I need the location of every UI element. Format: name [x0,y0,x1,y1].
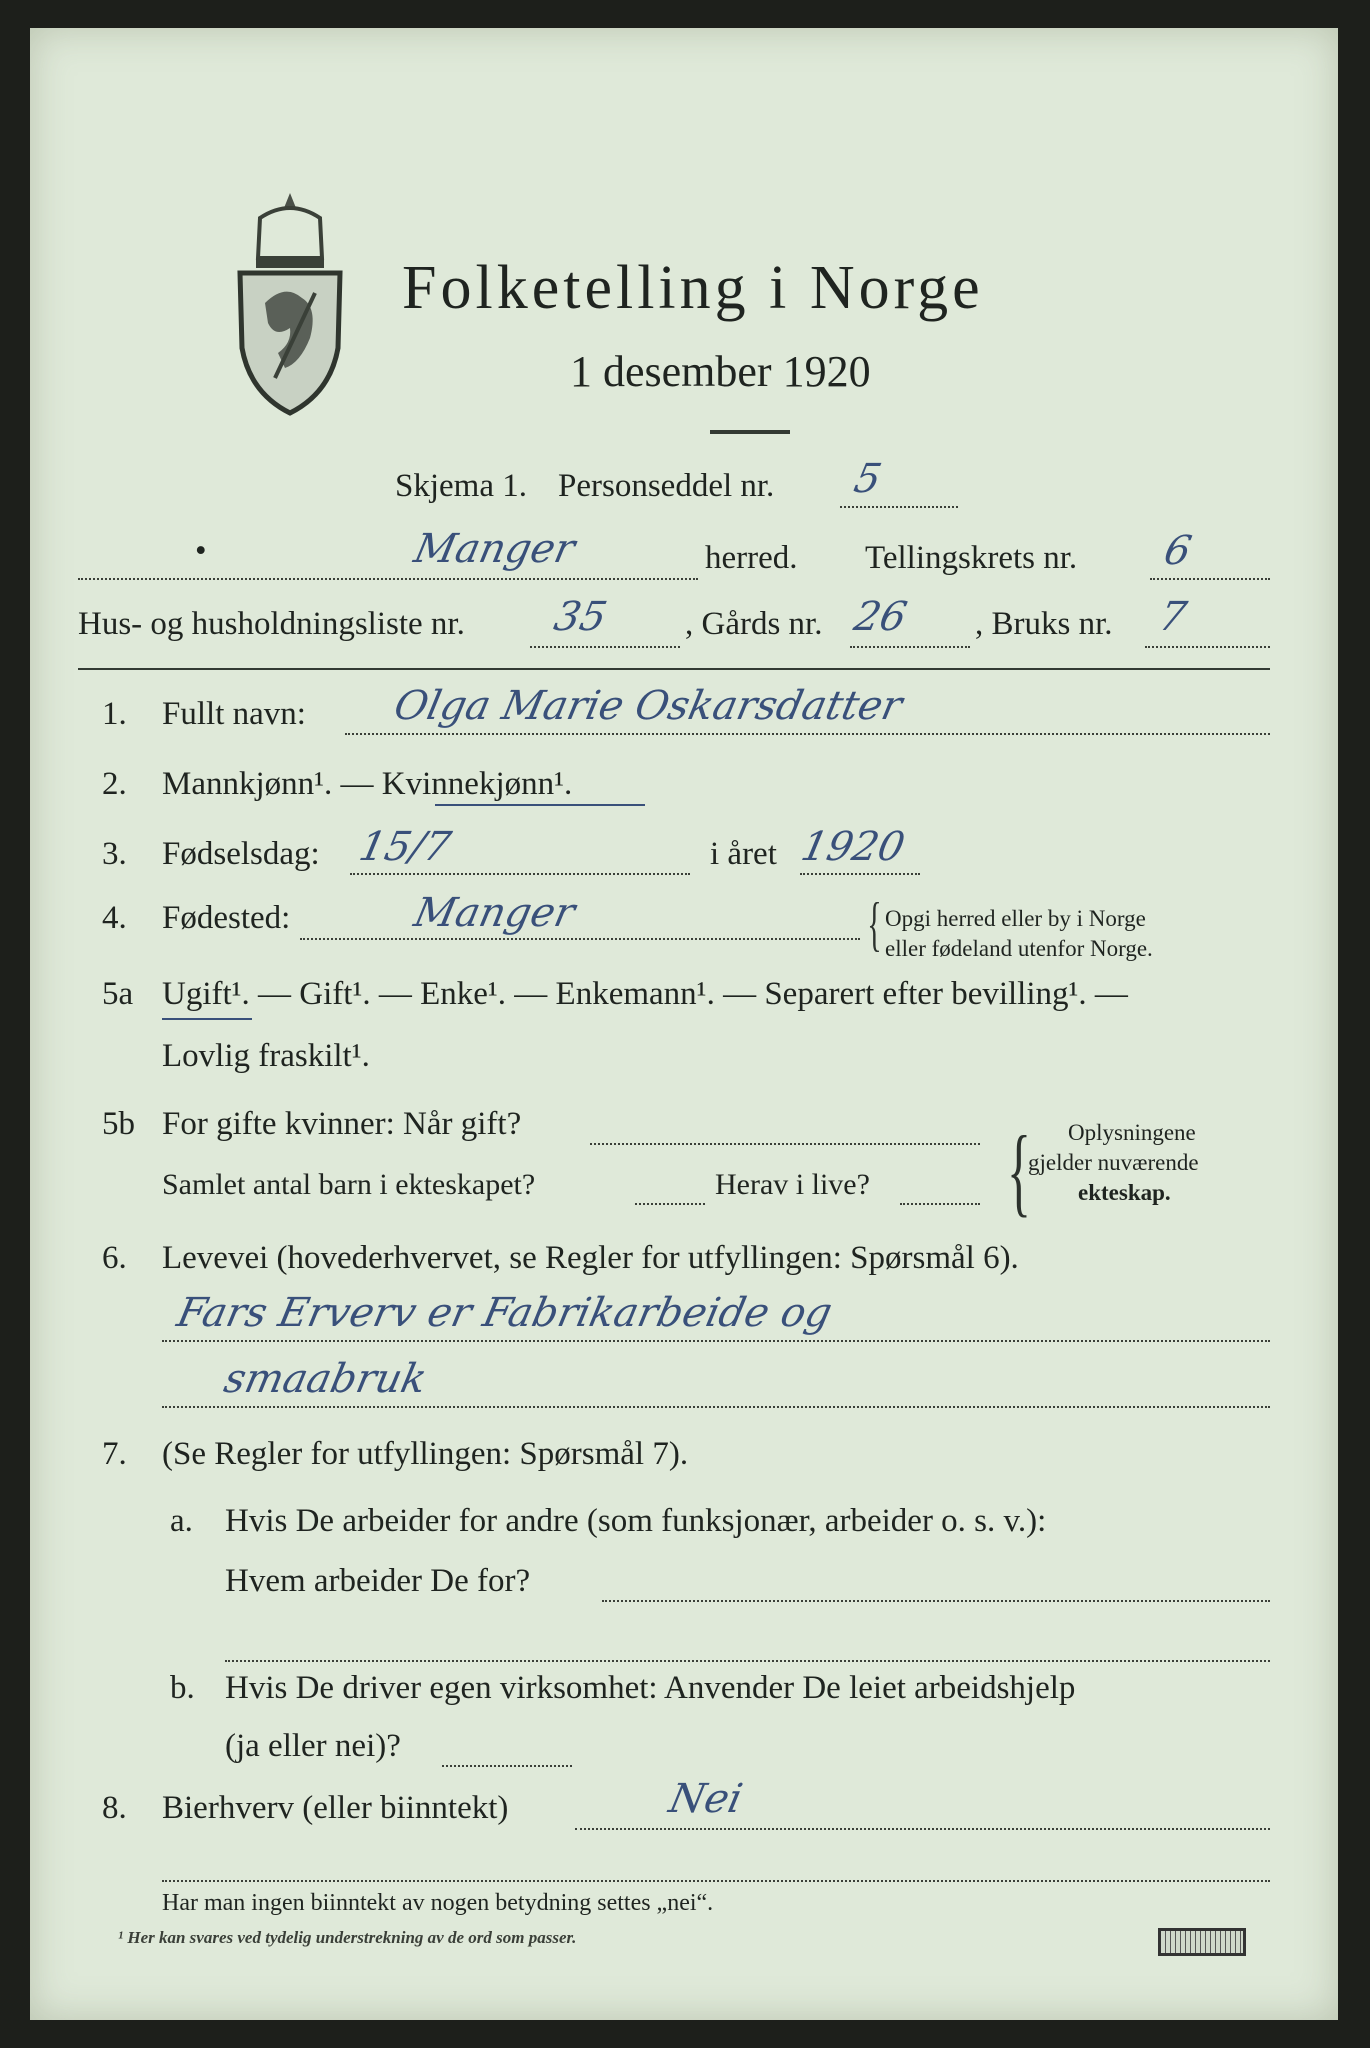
q3-birthday-value: 15/7 [355,824,455,870]
q6-label: Levevei (hovederhvervet, se Regler for utfyllingen: Spørsmål 6). [162,1240,1019,1276]
q1-full-name: Olga Marie Oskarsdatter [390,683,907,729]
q1-line [345,733,1270,735]
q7b-line1: Hvis De driver egen virksomhet: Anvender De leiet arbeidshjelp [225,1670,1076,1706]
q6-value-line2: smaabruk [220,1356,431,1402]
header-divider [78,668,1270,670]
q4-number: 4. [102,900,127,936]
husliste-line [530,646,680,648]
q2-number: 2. [102,766,127,802]
q4-brace: { [867,891,882,957]
q1-label: Fullt navn: [162,696,306,732]
q8-value: Nei [665,1776,747,1822]
q7b-letter: b. [170,1670,195,1706]
q5b-line1: For gifte kvinner: Når gift? [162,1106,522,1142]
gards-label: , Gårds nr. [685,606,823,642]
q3-year-value: 1920 [797,824,909,870]
coat-of-arms-icon [230,188,350,418]
q5a-number: 5a [102,976,134,1012]
q7-number: 7. [102,1436,127,1472]
personseddel-label: Personseddel nr. [558,468,775,504]
census-date: 1 desember 1920 [570,347,871,396]
husliste-value: 35 [550,594,611,640]
q7-label: (Se Regler for utfyllingen: Spørsmål 7). [162,1436,689,1472]
q3-year-line [800,873,920,875]
q5b-note-line2: gjelder nuværende [1028,1150,1199,1175]
q7b-line [442,1765,572,1767]
q5b-married-line [590,1143,980,1145]
personseddel-line [840,506,958,508]
q8-line [575,1828,1270,1830]
q6-value-line1: Fars Erverv er Fabrikarbeide og [173,1290,837,1336]
q5b-brace: { [1007,1115,1031,1226]
footnote: ¹ Her kan svares ved tydelig understrekning av de ord som passer. [118,1928,577,1947]
q2-underline [435,804,645,806]
q8-number: 8. [102,1790,127,1826]
q5b-number: 5b [102,1106,135,1142]
bruks-value: 7 [1155,594,1191,640]
q4-birthplace-value: Manger [410,890,579,936]
q3-label: Fødselsdag: [162,836,320,872]
q5b-line2b: Herav i live? [715,1168,870,1201]
herred-value: Manger [410,526,579,572]
q5b-alive-line [900,1203,980,1205]
q7a-line1: Hvis De arbeider for andre (som funksjonær, arbeider o. s. v.): [225,1503,1047,1539]
form-title: Folketelling i Norge [402,254,984,322]
q6-line1 [162,1340,1270,1342]
tellingskrets-value: 6 [1160,528,1196,574]
bruks-line [1145,646,1270,648]
q7a-line [602,1600,1270,1602]
schema-label: Skjema 1. [395,468,527,504]
q1-number: 1. [102,696,127,732]
tellingskrets-label: Tellingskrets nr. [865,540,1078,576]
q4-line [300,938,860,940]
herred-label: herred. [705,540,798,576]
q5a-line2: Lovlig fraskilt¹. [162,1038,370,1074]
q5b-line2a: Samlet antal barn i ekteskapet? [162,1168,536,1201]
husliste-label: Hus- og husholdningsliste nr. [78,606,465,642]
personseddel-value: 5 [850,456,886,502]
q2-label: Mannkjønn¹. — Kvinnekjønn¹. [162,766,573,802]
q5b-children-line [635,1203,705,1205]
q5b-note-line1: Oplysningene [1068,1120,1196,1145]
printer-stamp [1158,1928,1246,1956]
q5a-line1: Ugift¹. — Gift¹. — Enke¹. — Enkemann¹. — Separert efter bevilling¹. — [162,976,1128,1012]
bullet-mark: • [195,533,207,569]
q7a-line2: Hvem arbeider De for? [225,1563,531,1599]
title-divider [710,430,790,434]
q7b-line2: (ja eller nei)? [225,1728,401,1764]
q4-label: Fødested: [162,900,291,936]
gards-line [850,646,970,648]
q6-line2 [162,1406,1270,1408]
herred-line [78,578,698,580]
q8-label: Bierhverv (eller biinntekt) [162,1790,509,1826]
q7a-line-extra [225,1660,1270,1662]
q5b-note-line3: ekteskap. [1078,1180,1171,1205]
q5a-underline [162,1018,252,1020]
q7a-letter: a. [170,1503,193,1539]
q3-number: 3. [102,836,127,872]
tellingskrets-line [1150,578,1270,580]
q4-note-line2: eller fødeland utenfor Norge. [885,936,1153,961]
bruks-label: , Bruks nr. [975,606,1113,642]
q6-number: 6. [102,1240,127,1276]
footer-note: Har man ingen biinntekt av nogen betydning settes „nei“. [162,1890,714,1916]
gards-value: 26 [850,594,911,640]
q8-line-extra [162,1880,1270,1882]
q4-note-line1: Opgi herred eller by i Norge [885,906,1146,931]
census-form [30,28,1338,2020]
q3-line [350,873,690,875]
q3-year-label: i året [710,836,777,872]
